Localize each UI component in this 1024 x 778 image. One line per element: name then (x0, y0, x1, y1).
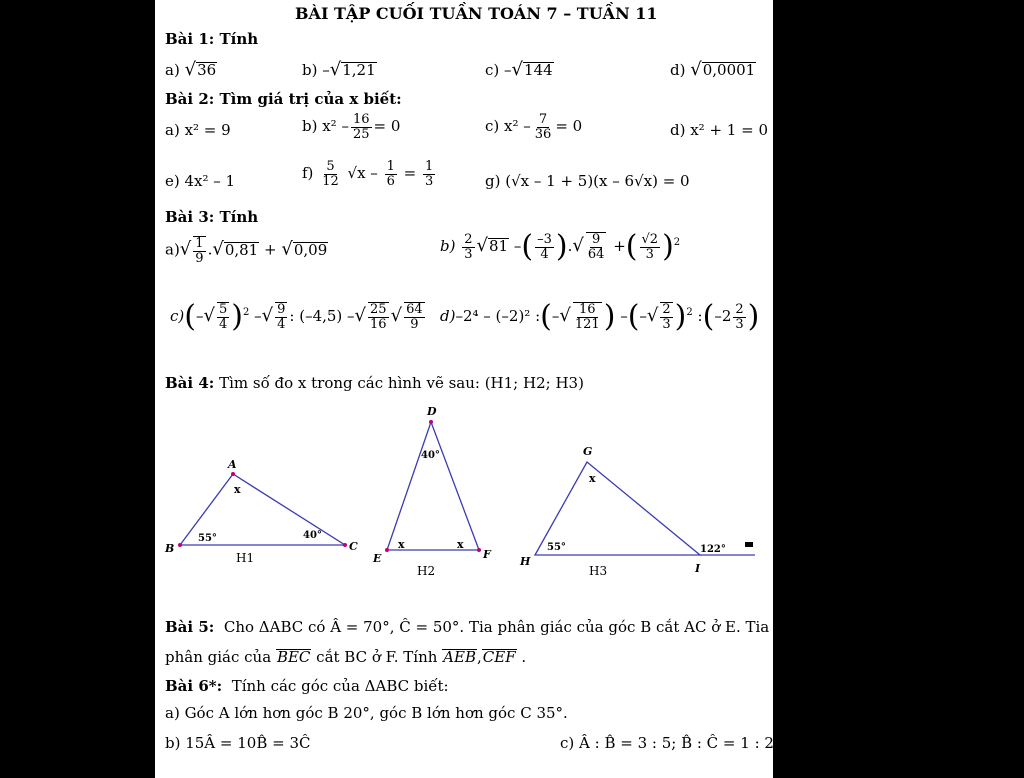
b3-a: a)√ $\frac{1}{9}$ .√0,81 + √0,09 (165, 236, 328, 266)
b6-a: a) Góc A lớn hơn góc B 20°, góc B lớn hơn góc C 35°. (165, 704, 568, 722)
h2-angle-d: 40° (421, 450, 440, 461)
b6-b: b) 15Â = 10B̂ = 3Ĉ (165, 734, 311, 752)
h3-vertex-i: I (695, 562, 701, 575)
b2-heading: Bài 2: Tìm giá trị của x biết: (165, 90, 402, 108)
h1-vertex-b: B (165, 542, 175, 555)
b2-g: g) (√x – 1 + 5)(x – 6√x) = 0 (485, 172, 690, 190)
b1-a: a) √36 (165, 59, 217, 80)
b2-a: a) x² = 9 (165, 121, 231, 139)
figure-h3 (519, 445, 755, 578)
h2-x-right: x (457, 538, 464, 551)
b1-d: d) √0,0001 (670, 59, 756, 80)
b3-heading: Bài 3: Tính (165, 208, 259, 226)
b4-line: Bài 4: Tìm số đo x trong các hình vẽ sau: (H1; H2; H3) (165, 374, 584, 392)
b1-heading: Bài 1: Tính (165, 30, 259, 48)
h2-vertex-e: E (373, 552, 382, 565)
b3-d: d)–2⁴ – (–2)² :(–√ $\frac{16}{121}$ ) –(–√ $\frac{2}{3}$ )$^2$ :(–2 $\frac{2}{3}$ ) (440, 299, 760, 334)
b1-b: b) –√1,21 (302, 59, 376, 80)
b1-c: c) –√144 (485, 59, 553, 80)
h2-label: H2 (417, 564, 436, 578)
b5-line2: phân giác của BEC cắt BC ở F. Tính AEB,CEF . (165, 648, 527, 666)
b3-c: c)(–√ $\frac{5}{4}$ )$^2$ –√ $\frac{9}{4}$ : (–4,5) –√ $\frac{25}{16}$ √ $\frac{64}{9}$ (170, 299, 423, 334)
worksheet-page (155, 0, 773, 778)
h3-vertex-g: G (583, 445, 593, 458)
b6-c: c) Â : B̂ = 3 : 5; B̂ : Ĉ = 1 : 2 (560, 734, 774, 752)
h1-angle-c: 40° (303, 530, 322, 541)
h2-vertex-d: D (427, 405, 437, 418)
h2-vertex-f: F (483, 548, 491, 561)
b3-b: b) $\frac{2}{3}$ √81 –( $\frac{-3}{4}$ ).√ $\frac{9}{64}$ +( $\frac{√2}{3}$ )$^2$ (440, 229, 681, 264)
h3-angle-h: 55° (547, 542, 566, 553)
b2-f: f) $\frac{5}{12}$ √x – $\frac{1}{6}$ = $\frac{1}{3}$ (302, 159, 434, 189)
b2-d: d) x² + 1 = 0 (670, 121, 768, 139)
b2-b: b) x² – $\frac{16}{25}$ = 0 (302, 112, 401, 142)
page-title: BÀI TẬP CUỐI TUẦN TOÁN 7 – TUẦN 11 (295, 4, 658, 23)
h3-vertex-h: H (520, 555, 531, 568)
h2-x-left: x (398, 538, 405, 551)
b2-e: e) 4x² – 1 (165, 172, 236, 190)
h1-angle-b: 55° (198, 533, 217, 544)
b5-line1: Bài 5: Cho ΔABC có Â = 70°, Ĉ = 50°. Tia phân giác của góc B cắt AC ở E. Tia (165, 618, 770, 636)
h1-vertex-a: A (228, 458, 237, 471)
h3-angle-i: 122° (700, 544, 726, 555)
h1-label: H1 (236, 551, 255, 565)
h3-label: H3 (589, 564, 608, 578)
figures (155, 400, 773, 585)
h1-x: x (234, 483, 241, 496)
h1-vertex-c: C (349, 540, 358, 553)
b6-heading-line: Bài 6*: Tính các góc của ΔABC biết: (165, 677, 449, 695)
b2-c: c) x² – $\frac{7}{36}$ = 0 (485, 112, 583, 142)
h3-x: x (589, 472, 596, 485)
figure-h1 (164, 458, 358, 565)
figure-h2 (372, 405, 492, 578)
